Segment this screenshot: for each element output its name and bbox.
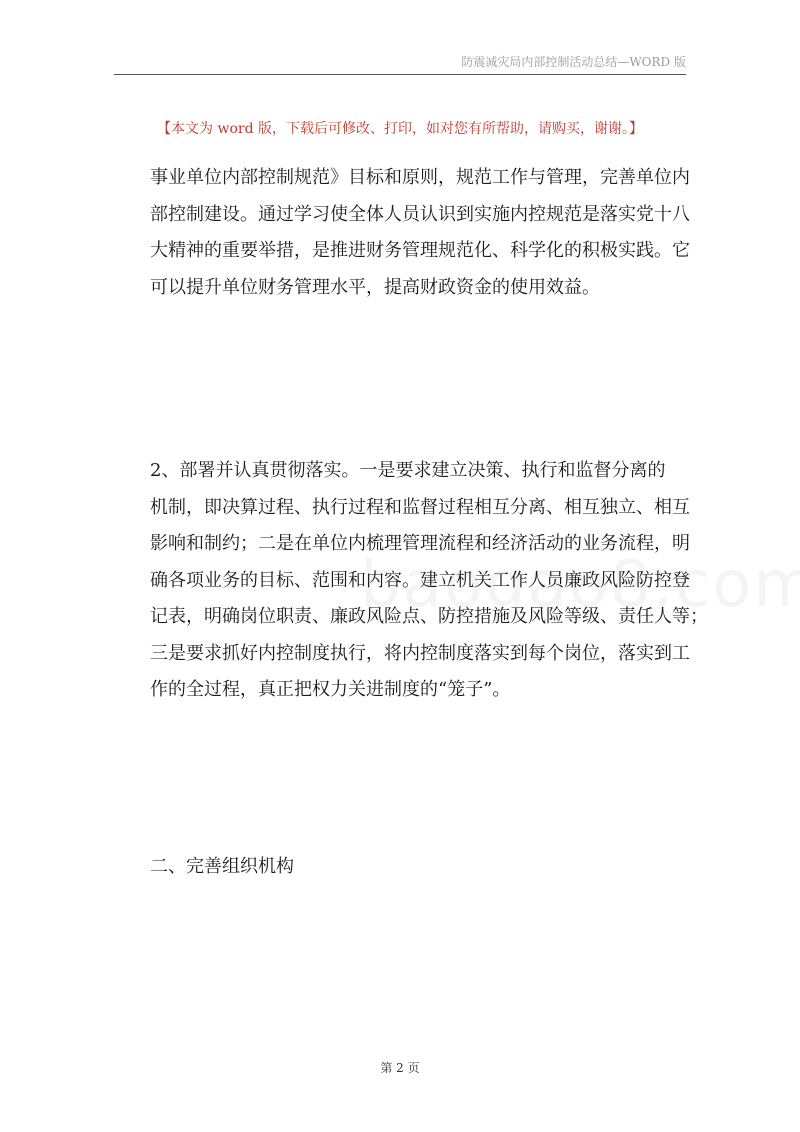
- body-paragraph-2: [150, 453, 708, 709]
- paragraph-line: 事业单位内部控制规范》目标和原则，规范工作与管理，完善单位内: [150, 167, 690, 188]
- paragraph-line: 确各项业务的目标、范围和内容。建立机关工作人员廉政风险防控登: [150, 569, 690, 591]
- section-heading: 二、完善组织机构: [150, 856, 294, 877]
- paragraph-line: 记表，明确岗位职责、廉政风险点、防控措施及风险等级、责任人等；: [150, 606, 708, 627]
- paragraph-line: 部控制建设。通过学习使全体人员认识到实施内控规范是落实党十八: [150, 203, 690, 225]
- paragraph-line: 2、部署并认真贯彻落实。一是要求建立决策、执行和监督分离的: [150, 460, 666, 481]
- page-header: [114, 52, 686, 75]
- paragraph-line: 三是要求抓好内控制度执行，将内控制度落实到每个岗位，落实到工: [150, 642, 690, 664]
- download-notice: 【本文为 word 版，下载后可修改、打印，如对您有所帮助，请购买，谢谢。】: [157, 121, 643, 137]
- paragraph-line: 大精神的重要举措，是推进财务管理规范化、科学化的积极实践。它: [150, 240, 690, 261]
- paragraph-line: 机制，即决算过程、执行过程和监督过程相互分离、相互独立、相互: [150, 496, 690, 518]
- body-paragraph-1: [150, 160, 690, 306]
- paragraph-line: 影响和制约；二是在单位内梳理管理流程和经济活动的业务流程，明: [150, 533, 690, 554]
- paragraph-line: 可以提升单位财务管理水平，提高财政资金的使用效益。: [150, 276, 600, 298]
- page-number: 第 2 页: [380, 1061, 420, 1075]
- header-title: 防震减灾局内部控制活动总结—WORD 版: [461, 55, 686, 69]
- paragraph-line: 作的全过程，真正把权力关进制度的“笼子”。: [150, 679, 511, 700]
- page-footer: [0, 1058, 800, 1078]
